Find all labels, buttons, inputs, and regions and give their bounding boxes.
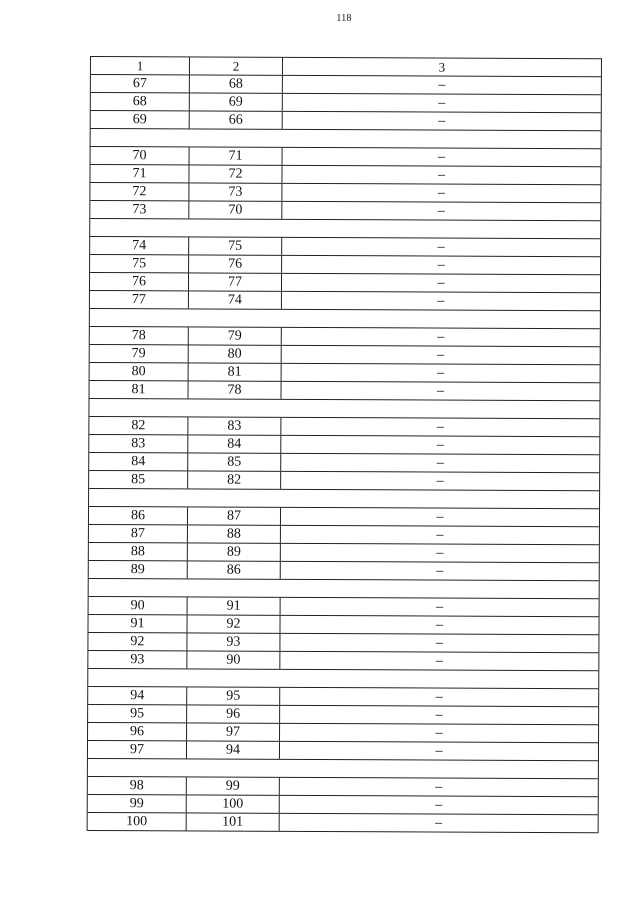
table-cell-col-1: 83 <box>89 435 188 452</box>
table-cell-col-2: 76 <box>189 255 282 272</box>
table-cell-col-2: 66 <box>190 111 283 128</box>
table-cell-col-2: 72 <box>189 165 282 182</box>
table-cell-col-1: 94 <box>88 687 187 704</box>
table-cell-col-3: – <box>438 149 446 165</box>
table-cell-col-3: – <box>437 185 445 201</box>
table-cell-col-2: 85 <box>188 453 281 470</box>
column-header-3: 3 <box>438 59 446 75</box>
table-cell-col-2: 80 <box>189 345 282 362</box>
table-cell-col-3: – <box>436 455 444 471</box>
table-cell-col-1: 78 <box>90 327 189 344</box>
table-row <box>88 615 598 635</box>
table-cell-col-1: 89 <box>89 561 188 578</box>
table-cell-col-1: 86 <box>89 507 188 524</box>
table-row <box>89 507 599 527</box>
table-cell-col-2: 69 <box>190 93 283 110</box>
table-cell-col-1: 88 <box>89 543 188 560</box>
table-row <box>88 651 598 671</box>
table-cell-col-3: – <box>437 383 445 399</box>
table-cell-col-1: 81 <box>90 381 189 398</box>
table-row <box>90 291 600 311</box>
table-spacer-row <box>91 129 601 149</box>
table-cell-col-2: 95 <box>187 687 280 704</box>
table-cell-col-3: – <box>438 113 446 129</box>
table-cell-col-1: 91 <box>88 615 187 632</box>
table-cell-col-3: – <box>435 689 443 705</box>
table-cell-col-1: 99 <box>88 795 187 812</box>
table-cell-col-3: – <box>435 815 443 831</box>
table-row <box>89 561 599 581</box>
page-number: 118 <box>336 13 352 24</box>
table-cell-col-1: 92 <box>88 633 187 650</box>
table-cell-col-3: – <box>438 95 446 111</box>
table-cell-col-2: 91 <box>188 597 281 614</box>
table-cell-col-2: 92 <box>187 615 280 632</box>
table-row <box>89 597 599 617</box>
table-cell-col-1: 68 <box>91 93 190 110</box>
table-cell-col-1: 82 <box>89 417 188 434</box>
table-row <box>90 237 600 257</box>
table-cell-col-3: – <box>435 797 443 813</box>
table-cell-col-1: 97 <box>88 741 187 758</box>
table-cell-col-3: – <box>437 275 445 291</box>
table-cell-col-3: – <box>437 347 445 363</box>
table-spacer-row <box>88 669 598 689</box>
table-cell-col-2: 90 <box>187 651 280 668</box>
table-header-row <box>91 57 601 77</box>
table-row <box>89 453 599 473</box>
table-cell-col-2: 89 <box>188 543 281 560</box>
table-row <box>90 255 600 275</box>
table-cell-col-2: 99 <box>187 777 280 794</box>
table-row <box>91 93 601 113</box>
table-cell-col-2: 88 <box>188 525 281 542</box>
table-cell-col-3: – <box>435 653 443 669</box>
table-cell-col-1: 90 <box>89 597 188 614</box>
table-cell-col-2: 87 <box>188 507 281 524</box>
table-cell-col-3: – <box>438 77 446 93</box>
table-spacer-row <box>88 759 598 779</box>
table-cell-col-3: – <box>437 203 445 219</box>
table-cell-col-1: 67 <box>91 75 190 92</box>
table-cell-col-1: 80 <box>90 363 189 380</box>
table-cell-col-1: 84 <box>89 453 188 470</box>
table-cell-col-3: – <box>436 599 444 615</box>
table-row <box>90 201 600 221</box>
table-row <box>88 687 598 707</box>
table-spacer-row <box>90 309 600 329</box>
table-cell-col-1: 72 <box>90 183 189 200</box>
table-cell-col-1: 98 <box>88 777 187 794</box>
table-cell-col-1: 76 <box>90 273 189 290</box>
table-spacer-row <box>90 219 600 239</box>
table-spacer-row <box>89 489 599 509</box>
table-row <box>90 183 600 203</box>
table-cell-col-2: 84 <box>188 435 281 452</box>
table-cell-col-1: 69 <box>91 111 190 128</box>
table-row <box>90 345 600 365</box>
table-row <box>88 813 598 833</box>
table-cell-col-1: 73 <box>90 201 189 218</box>
table-cell-col-1: 74 <box>90 237 189 254</box>
table-cell-col-3: – <box>436 527 444 543</box>
table-cell-col-3: – <box>437 329 445 345</box>
table-cell-col-1: 96 <box>88 723 187 740</box>
table-cell-col-3: – <box>435 725 443 741</box>
table-row <box>90 381 600 401</box>
table-cell-col-2: 93 <box>187 633 280 650</box>
table-cell-col-2: 79 <box>189 327 282 344</box>
column-header-2: 2 <box>190 57 283 74</box>
table-row <box>88 741 598 761</box>
table-cell-col-2: 74 <box>189 291 282 308</box>
table-cell-col-3: – <box>435 635 443 651</box>
table-cell-col-3: – <box>437 293 445 309</box>
table-row <box>90 363 600 383</box>
table-cell-col-2: 101 <box>187 813 280 830</box>
table-cell-col-2: 77 <box>189 273 282 290</box>
table-cell-col-1: 75 <box>90 255 189 272</box>
table-cell-col-2: 86 <box>188 561 281 578</box>
table-cell-col-3: – <box>436 563 444 579</box>
table-row <box>88 777 598 797</box>
table-row <box>88 795 598 815</box>
table-row <box>90 165 600 185</box>
table-row <box>90 327 600 347</box>
table-cell-col-2: 73 <box>189 183 282 200</box>
table-cell-col-3: – <box>435 743 443 759</box>
table-row <box>88 723 598 743</box>
table-cell-col-3: – <box>437 257 445 273</box>
table-spacer-row <box>89 579 599 599</box>
table-cell-col-2: 96 <box>187 705 280 722</box>
table-cell-col-3: – <box>436 419 444 435</box>
table-row <box>91 75 601 95</box>
table-cell-col-3: – <box>435 617 444 633</box>
table-cell-col-1: 100 <box>88 813 187 830</box>
table-cell-col-3: – <box>436 509 444 525</box>
table-cell-col-1: 93 <box>88 651 187 668</box>
column-header-1: 1 <box>91 57 190 74</box>
table-row <box>89 435 599 455</box>
table-cell-col-3: – <box>435 779 443 795</box>
table-cell-col-3: – <box>436 437 444 453</box>
table-cell-col-2: 100 <box>187 795 280 812</box>
table-cell-col-1: 87 <box>89 525 188 542</box>
table-row <box>89 471 599 491</box>
table-cell-col-2: 71 <box>190 147 283 164</box>
table-cell-col-1: 70 <box>91 147 190 164</box>
table-cell-col-1: 79 <box>90 345 189 362</box>
table-cell-col-1: 85 <box>89 471 188 488</box>
data-table <box>87 56 602 833</box>
table-cell-col-1: 71 <box>90 165 189 182</box>
table-cell-col-2: 78 <box>189 381 282 398</box>
table-cell-col-2: 68 <box>190 75 283 92</box>
table-cell-col-3: – <box>436 545 444 561</box>
table-row <box>88 633 598 653</box>
table-cell-col-3: – <box>437 365 445 381</box>
table-cell-col-3: – <box>437 167 446 183</box>
table-cell-col-3: – <box>437 239 445 255</box>
table-row <box>89 525 599 545</box>
table-row <box>89 417 599 437</box>
table-cell-col-2: 70 <box>189 201 282 218</box>
table-row <box>90 273 600 293</box>
table-cell-col-2: 97 <box>187 723 280 740</box>
table-cell-col-3: – <box>435 707 443 723</box>
table-cell-col-3: – <box>436 473 444 489</box>
table-row <box>88 705 598 725</box>
table-cell-col-2: 81 <box>189 363 282 380</box>
table-cell-col-2: 75 <box>189 237 282 254</box>
table-cell-col-1: 95 <box>88 705 187 722</box>
table-row <box>89 543 599 563</box>
table-cell-col-2: 82 <box>188 471 281 488</box>
table-row <box>91 147 601 167</box>
table-cell-col-1: 77 <box>90 291 189 308</box>
table-row <box>91 111 601 131</box>
table-cell-col-2: 83 <box>188 417 281 434</box>
table-spacer-row <box>89 399 599 419</box>
table-cell-col-2: 94 <box>187 741 280 758</box>
